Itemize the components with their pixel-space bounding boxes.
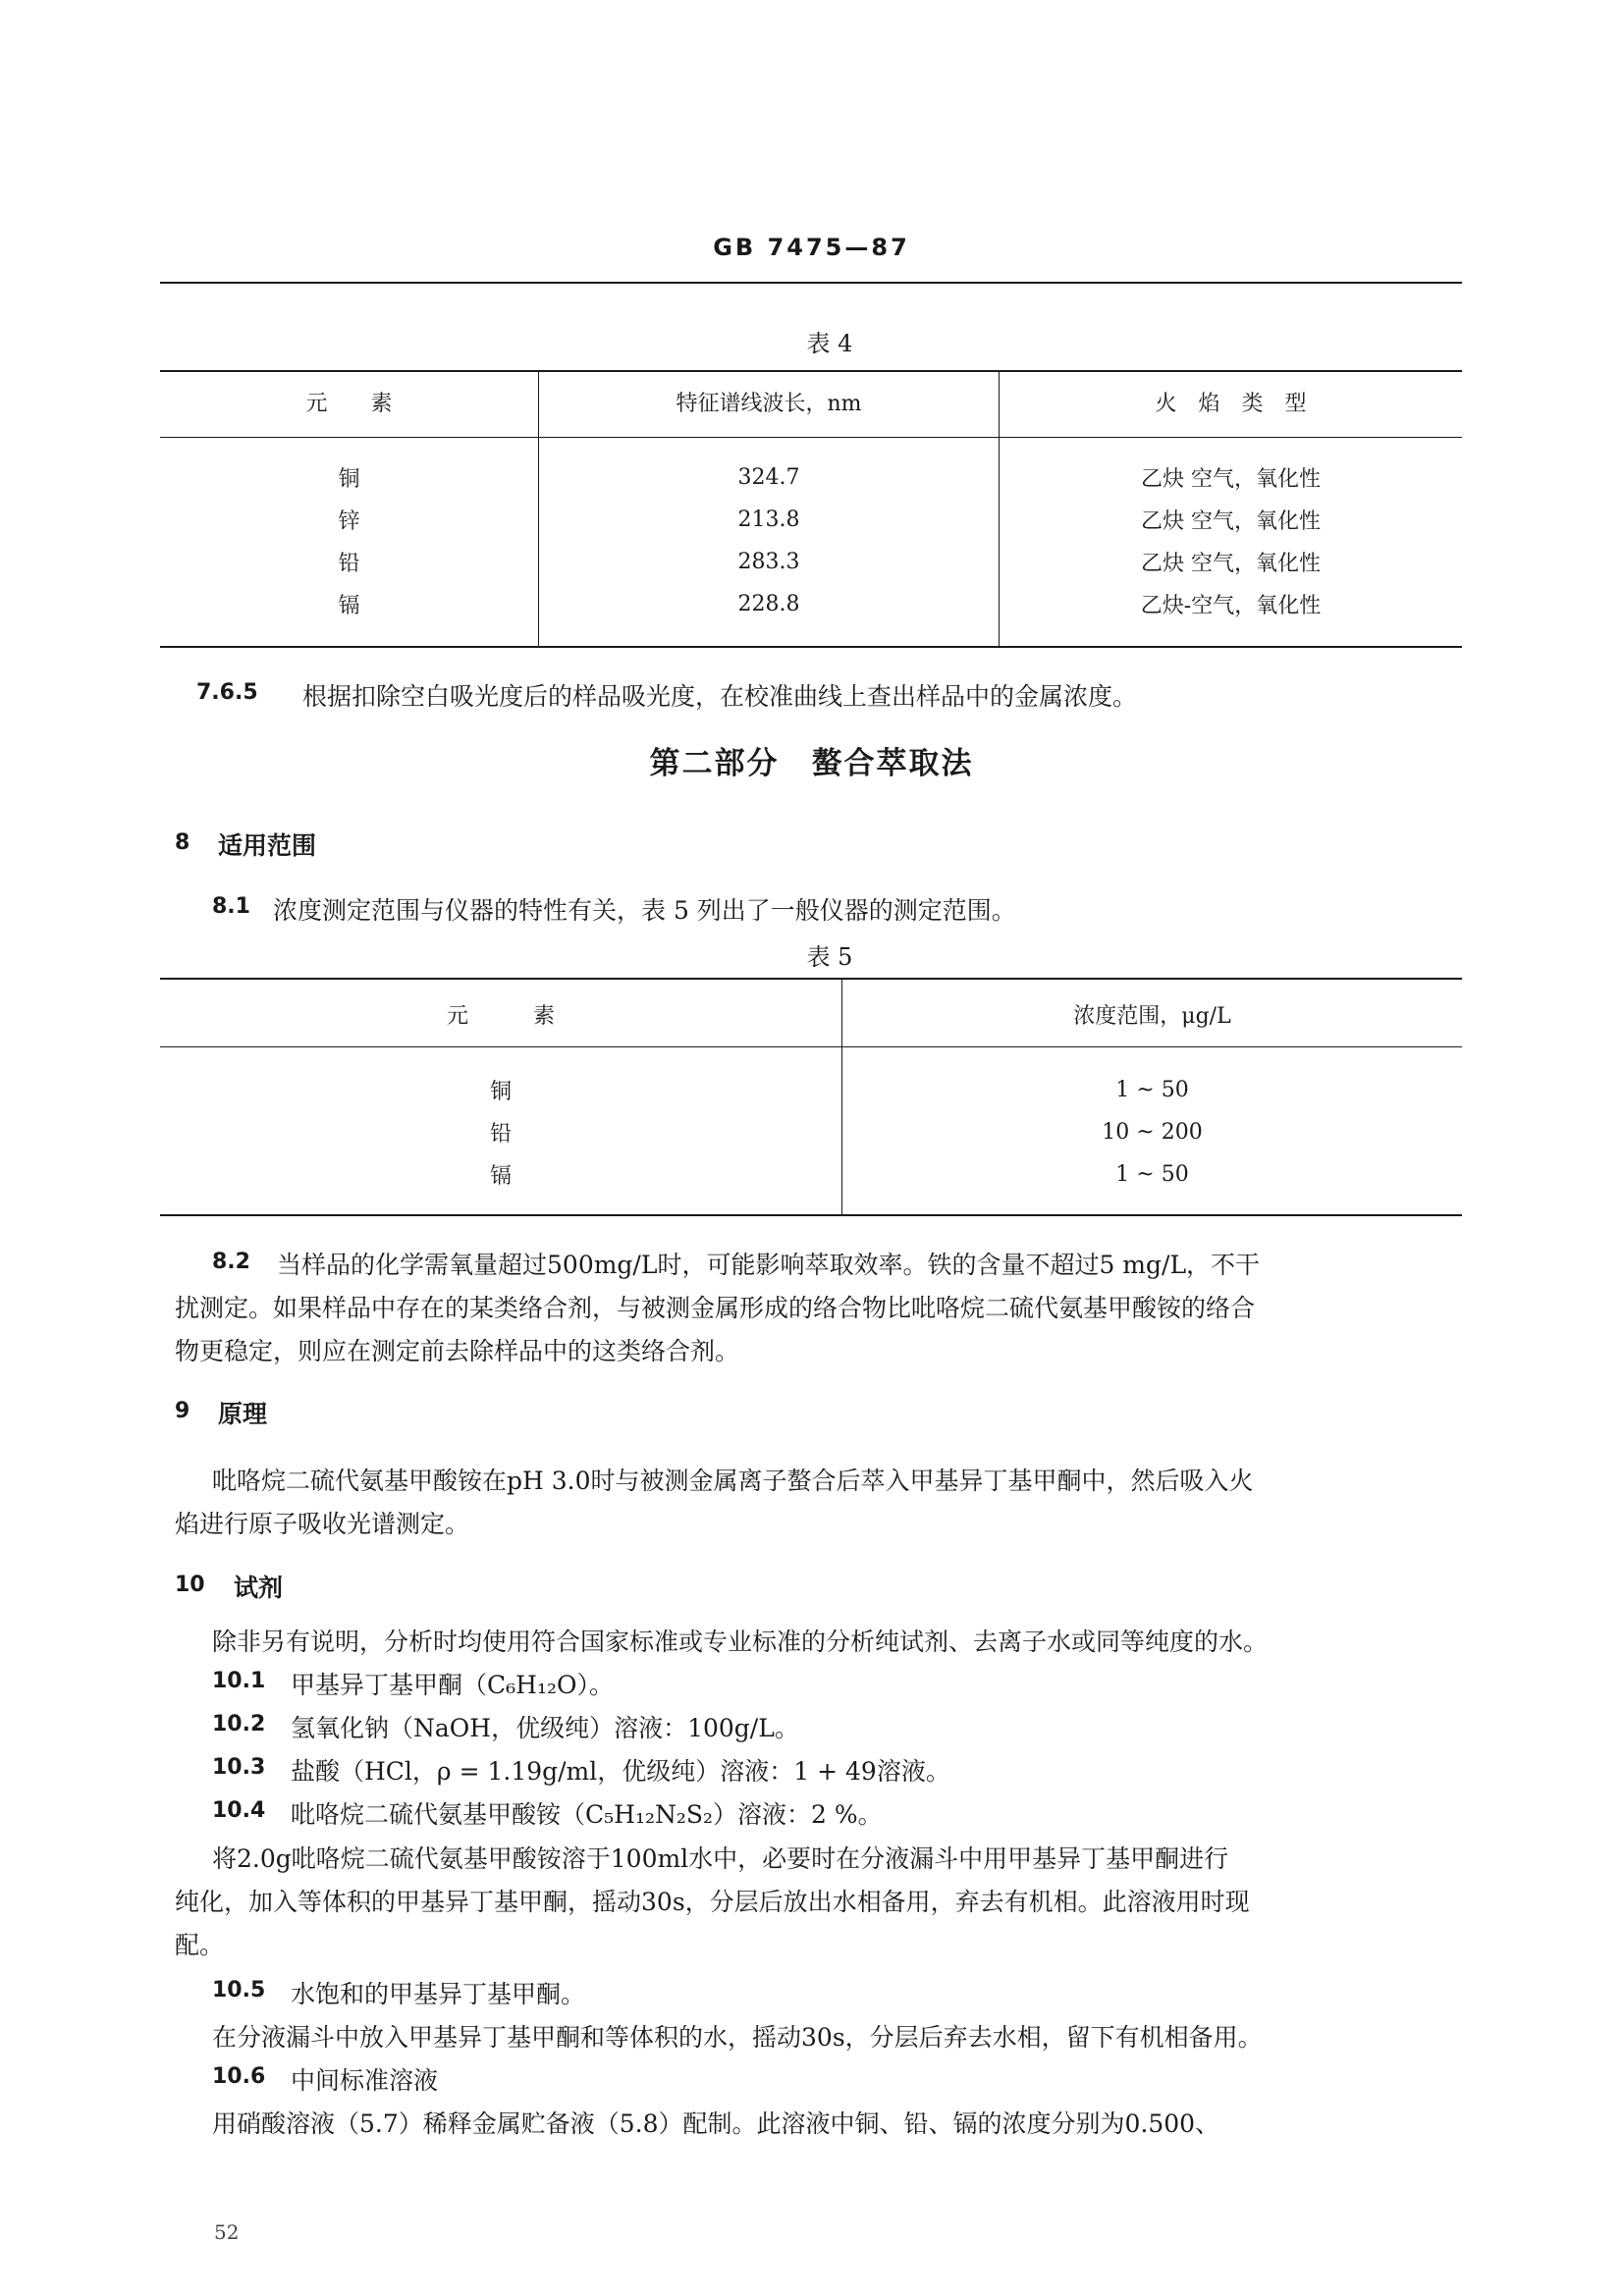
paragraph-line: 除非另有说明，分析时均使用符合国家标准或专业标准的分析纯试剂、去离子水或同等纯度的水。 [212, 1628, 1269, 1656]
table4-cell: 乙炔 空气，氧化性 [1141, 467, 1321, 492]
reagent-item: 甲基异丁基甲酮（C₆H₁₂O）。 [291, 1671, 614, 1699]
table4-caption: 表 4 [806, 330, 853, 357]
table5-cell: 1 ~ 50 [1115, 1078, 1189, 1102]
paragraph-line: 将2.0g吡咯烷二硫代氨基甲酸铵溶于100ml水中，必要时在分液漏斗中用甲基异丁基甲酮进行 [212, 1844, 1229, 1873]
table4-cell: 铅 [338, 552, 360, 576]
table4-header-cell: 火 焰 类 型 [1155, 392, 1307, 416]
reagent-item: 氢氧化钠（NaOH，优级纯）溶液：100g/L。 [291, 1714, 799, 1742]
table4-cell: 324.7 [737, 465, 800, 490]
section-number: 10.6 [212, 2064, 266, 2089]
reagent-item: 吡咯烷二硫代氨基甲酸铵（C₅H₁₂N₂S₂）溶液：2 %。 [291, 1800, 883, 1829]
table4-top-rule [160, 370, 1462, 372]
table4-cell: 213.8 [737, 507, 800, 532]
table5-header-rule [160, 1046, 1462, 1047]
paragraph-line: 物更稳定，则应在测定前去除样品中的这类络合剂。 [175, 1337, 740, 1365]
table4-cell: 乙炔 空气，氧化性 [1141, 509, 1321, 534]
table4-cell: 228.8 [737, 592, 800, 616]
paragraph-line: 焰进行原子吸收光谱测定。 [175, 1510, 470, 1538]
paragraph-line: 配。 [175, 1931, 225, 1959]
table5-caption: 表 5 [806, 943, 853, 971]
section-number: 10.4 [212, 1798, 266, 1823]
section-number: 8.1 [212, 894, 250, 919]
section-number: 10.2 [212, 1712, 266, 1736]
table4-bottom-rule [160, 646, 1462, 648]
table5-cell: 镉 [489, 1164, 512, 1189]
table4-cell: 镉 [338, 594, 360, 618]
page-number: 52 [214, 2220, 240, 2244]
section-title: 适用范围 [218, 831, 317, 860]
paragraph-line: 扰测定。如果样品中存在的某类络合剂，与被测金属形成的络合物比吡咯烷二硫代氨基甲酸铵的络合 [175, 1294, 1256, 1322]
section-number: 8.2 [212, 1250, 250, 1274]
standard-header: GB 7475—87 [713, 234, 910, 261]
reagent-item: 盐酸（HCl，ρ = 1.19g/ml，优级纯）溶液：1 + 49溶液。 [291, 1757, 950, 1786]
table5-top-rule [160, 978, 1462, 980]
paragraph: 根据扣除空白吸光度后的样品吸光度，在校准曲线上查出样品中的金属浓度。 [302, 682, 1138, 711]
table5-header-cell: 浓度范围，μg/L [1073, 1004, 1231, 1029]
header-rule [160, 282, 1462, 284]
table4-cell: 锌 [338, 509, 360, 534]
table4-header-rule [160, 437, 1462, 438]
table5-cell: 铜 [489, 1080, 512, 1104]
table4-header-cell: 特征谱线波长，nm [676, 392, 862, 416]
section-number: 10.3 [212, 1755, 266, 1780]
paragraph-line: 用硝酸溶液（5.7）稀释金属贮备液（5.8）配制。此溶液中铜、铅、镉的浓度分别为0.500、 [212, 2109, 1220, 2138]
reagent-item: 水饱和的甲基异丁基甲酮。 [291, 1980, 586, 2008]
section-number: 9 [175, 1399, 190, 1423]
table4-cell: 乙炔-空气，氧化性 [1140, 594, 1322, 618]
table4-cell: 乙炔 空气，氧化性 [1141, 552, 1321, 576]
paragraph-line: 在分液漏斗中放入甲基异丁基甲酮和等体积的水，摇动30s，分层后弃去水相，留下有机相备用。 [212, 2023, 1263, 2052]
paragraph-line: 当样品的化学需氧量超过500mg/L时，可能影响萃取效率。铁的含量不超过5 mg/L，不干 [277, 1251, 1261, 1279]
section-number: 10.5 [212, 1978, 266, 2002]
table5-cell: 10 ~ 200 [1102, 1120, 1203, 1145]
section-number: 7.6.5 [196, 680, 258, 705]
section-title: 试剂 [234, 1574, 284, 1602]
reagent-item: 中间标准溶液 [291, 2066, 439, 2095]
table4-cell: 铜 [338, 467, 360, 492]
paragraph: 浓度测定范围与仪器的特性有关，表 5 列出了一般仪器的测定范围。 [273, 896, 1016, 925]
table5-cell: 铅 [489, 1122, 512, 1147]
table4-header-cell: 元 素 [305, 392, 393, 416]
table4-cell: 283.3 [737, 550, 800, 574]
section-number: 8 [175, 830, 190, 855]
paragraph-line: 吡咯烷二硫代氨基甲酸铵在pH 3.0时与被测金属离子螯合后萃入甲基异丁基甲酮中，然后吸入火 [212, 1467, 1254, 1495]
section-number: 10 [175, 1573, 205, 1597]
table5-bottom-rule [160, 1214, 1462, 1216]
section-number: 10.1 [212, 1669, 266, 1693]
section-title: 原理 [218, 1400, 268, 1428]
part-title: 第二部分 螯合萃取法 [649, 746, 974, 781]
table5-cell: 1 ~ 50 [1115, 1162, 1189, 1187]
table5-header-cell: 元 素 [446, 1004, 555, 1029]
paragraph-line: 纯化，加入等体积的甲基异丁基甲酮，摇动30s，分层后放出水相备用，弃去有机相。此溶液用时现 [175, 1888, 1250, 1916]
